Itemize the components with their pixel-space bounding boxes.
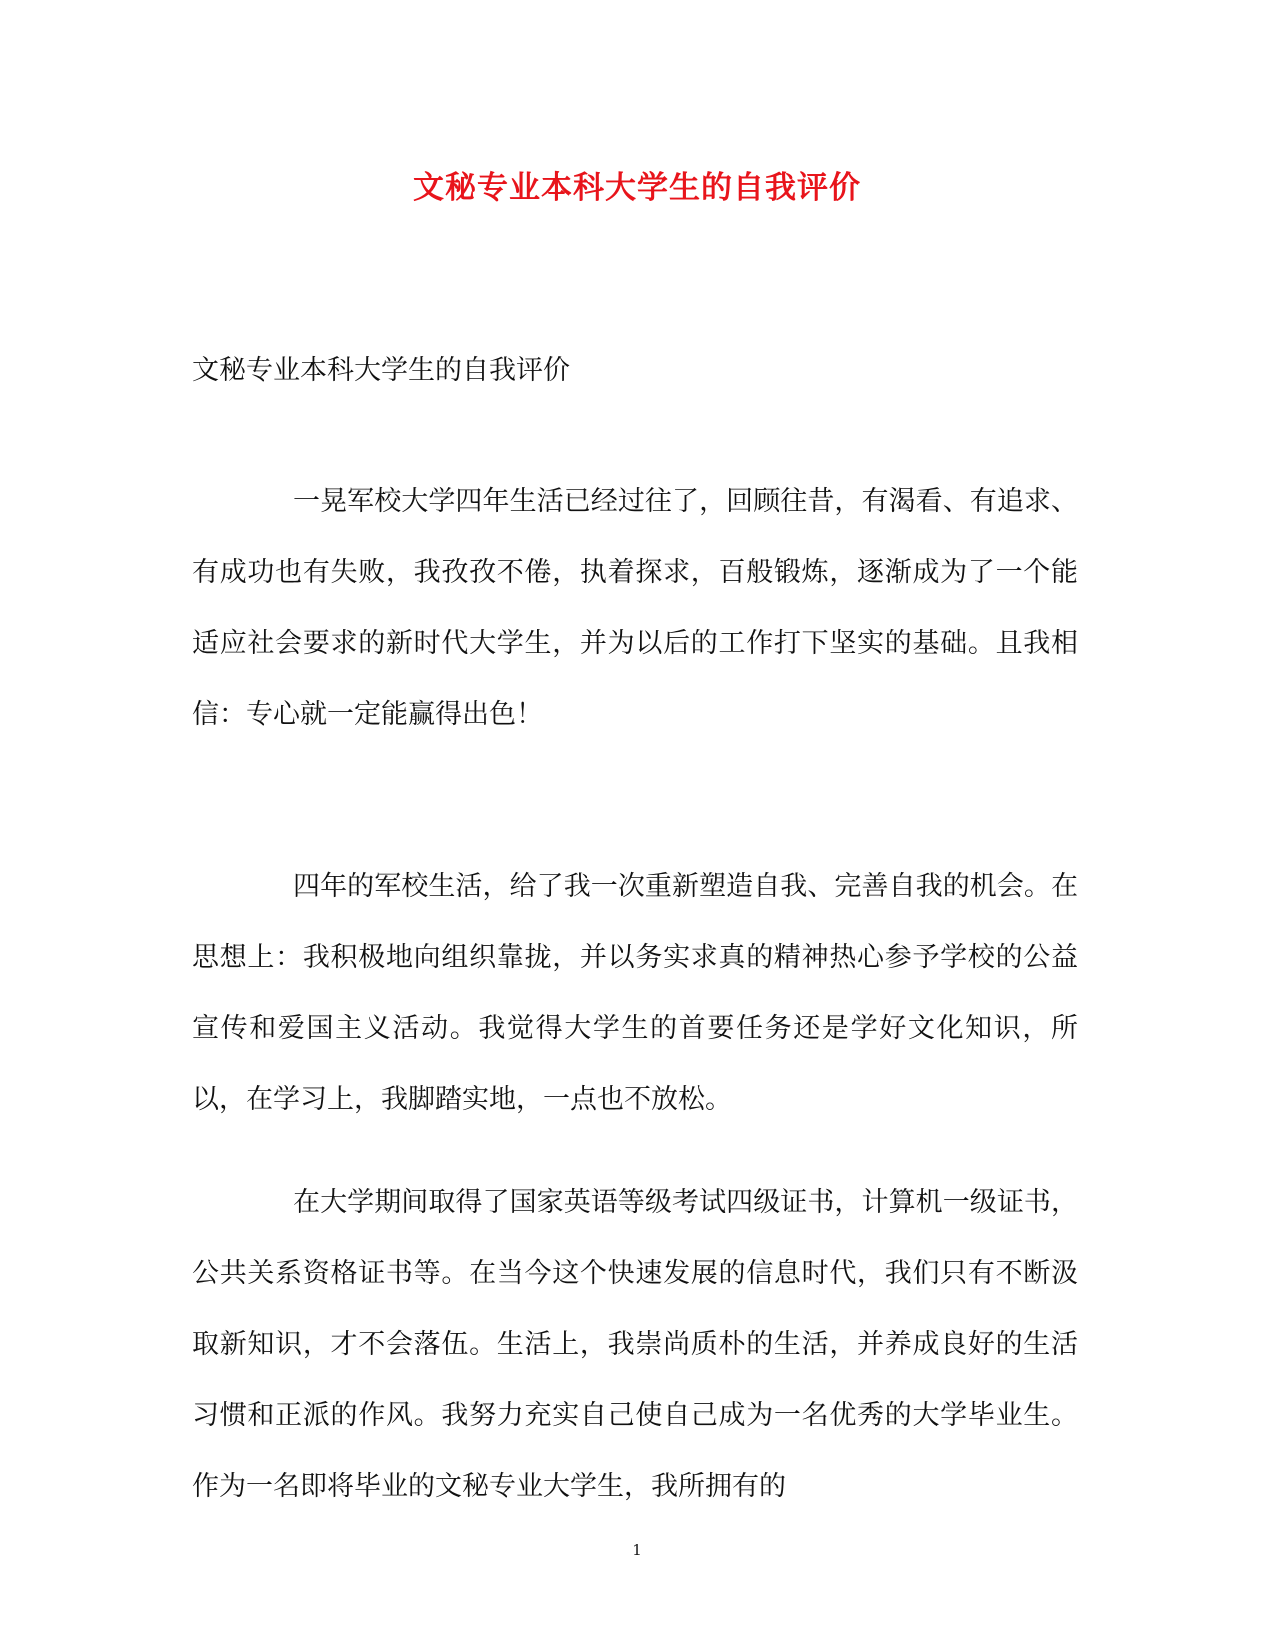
body-paragraph-1: 一晃军校大学四年生活已经过往了，回顾往昔，有渴看、有追求、有成功也有失败，我孜孜不倦，执着探求，百般锻炼，逐渐成为了一个能适应社会要求的新时代大学生，并为以后的工作打下坚实的基础。且我相信：专心就一定能赢得出色！ — [192, 486, 1078, 730]
document-title: 文秘专业本科大学生的自我评价 — [413, 170, 861, 206]
page-number: 1 — [632, 1541, 642, 1559]
body-paragraph-3: 在大学期间取得了国家英语等级考试四级证书，计算机一级证书，公共关系资格证书等。在当今这个快速发展的信息时代，我们只有不断汲取新知识，才不会落伍。生活上，我崇尚质朴的生活，并养成良好的生活习惯和正派的作风。我努力充实自己使自己成为一名优秀的大学毕业生。作为一名即将毕业的文秘专业大学生，我所拥有的 — [192, 1187, 1078, 1502]
body-paragraph-2: 四年的军校生活，给了我一次重新塑造自我、完善自我的机会。在思想上：我积极地向组织靠拢，并以务实求真的精神热心参予学校的公益宣传和爱国主义活动。我觉得大学生的首要任务还是学好文化知识，所以，在学习上，我脚踏实地，一点也不放松。 — [192, 871, 1078, 1115]
document-subtitle: 文秘专业本科大学生的自我评价 — [192, 355, 570, 386]
